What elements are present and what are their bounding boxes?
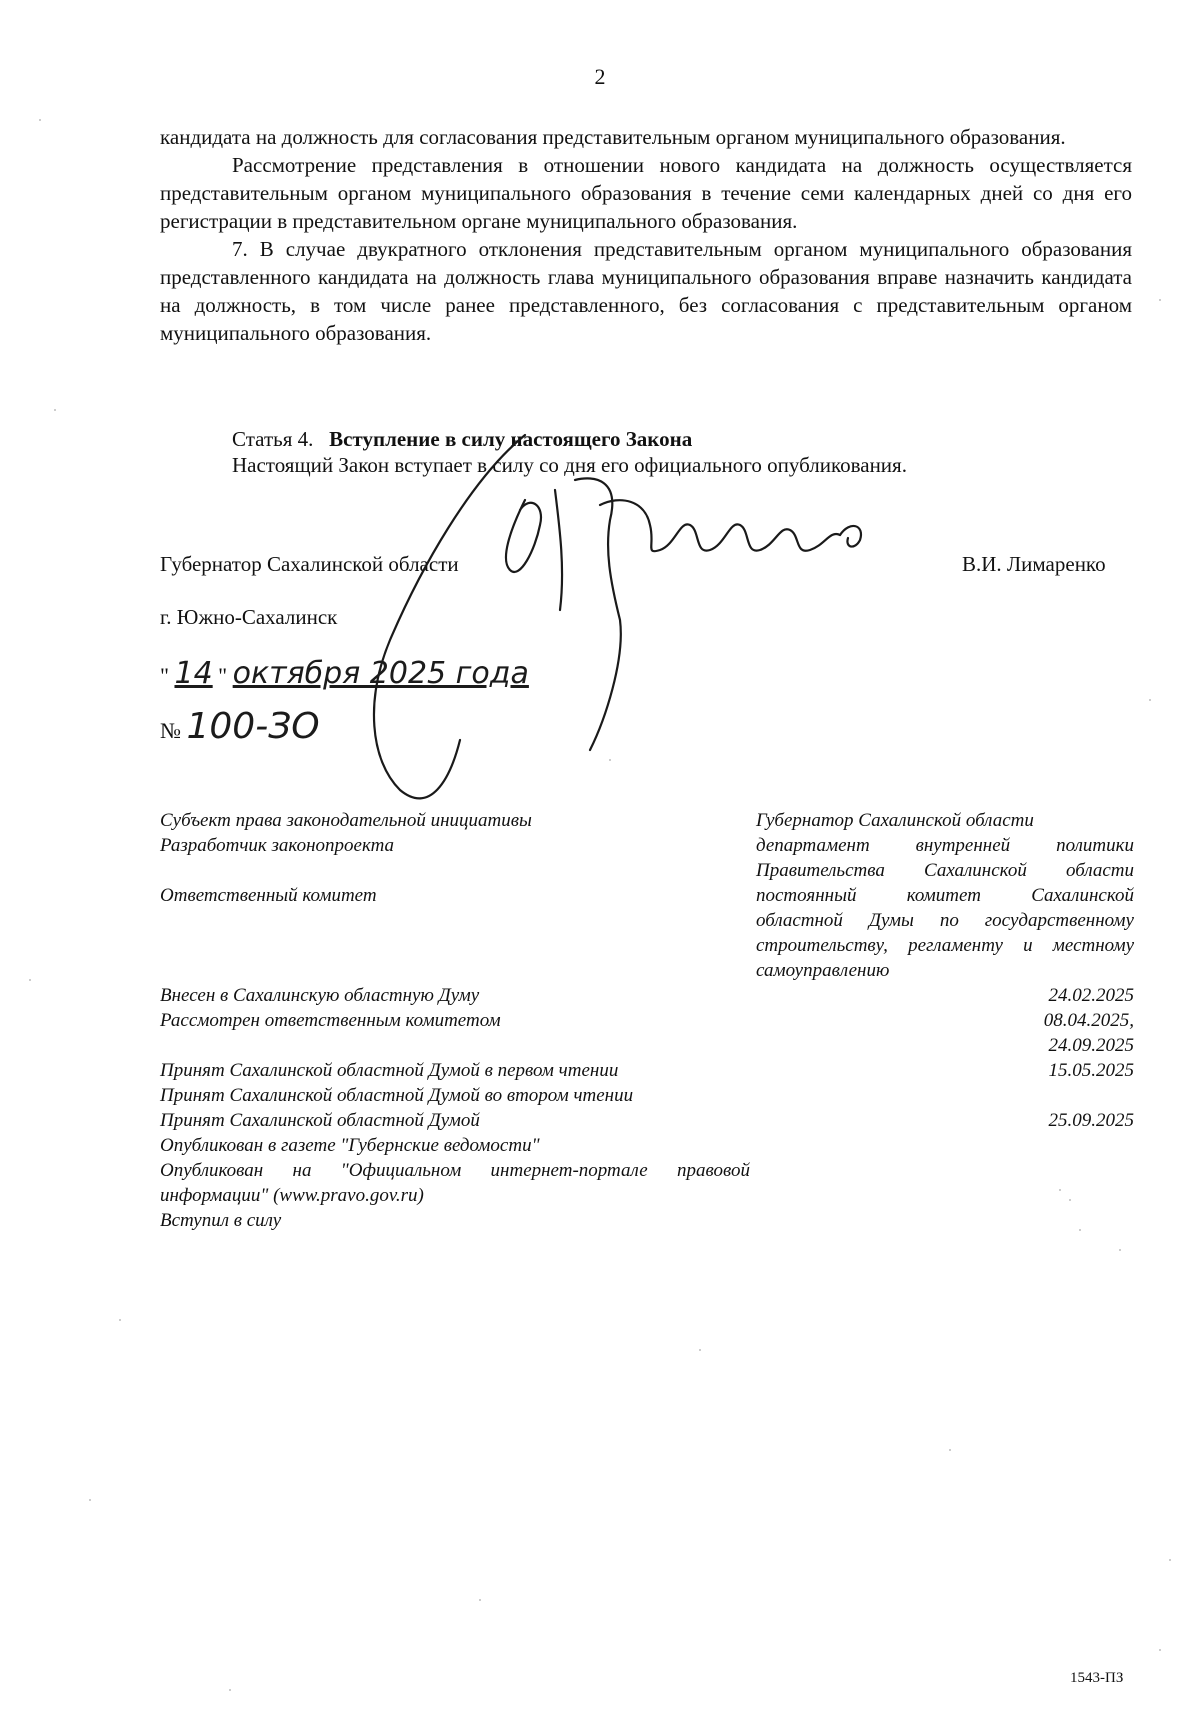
committee-label: Ответственный комитет — [160, 885, 377, 906]
submitted-date: 24.02.2025 — [1048, 985, 1134, 1006]
paragraph-continuation: кандидата на должность для согласования представительным органом муниципального образования. — [160, 125, 1066, 149]
article-title: Вступление в силу настоящего Закона — [329, 427, 693, 451]
date-month-year: октября 2025 года — [232, 656, 529, 691]
signatory-name: В.И. Лимаренко — [962, 552, 1106, 576]
second-reading-label: Принят Сахалинской областной Думой во втором чтении — [160, 1085, 634, 1106]
date-day: 14 — [174, 656, 213, 691]
developer-value: департамент внутренней политики Правительства Сахалинской области — [756, 835, 1134, 881]
reviewed-label: Рассмотрен ответственным комитетом — [160, 1010, 501, 1031]
published-portal-label: Опубликован на "Официальном интернет-портале правовой информации" (www.pravo.gov.ru) — [160, 1160, 750, 1206]
submitted-label: Внесен в Сахалинскую областную Думу — [160, 985, 480, 1006]
paragraph-item-7: 7. В случае двукратного отклонения представительным органом муниципального образования представленного кандидата на должность глава муниципального образования вправе назначить кандидата на должность, в том числе ранее представленного, без согласования с представительным органом муниципального образования. — [160, 237, 1132, 345]
first-reading-date: 15.05.2025 — [1048, 1060, 1134, 1081]
city: г. Южно-Сахалинск — [160, 605, 338, 629]
paragraph-review: Рассмотрение представления в отношении нового кандидата на должность осуществляется представительным органом муниципального образования в течение семи календарных дней со дня его регистрации в представительном органе муниципального образования. — [160, 153, 1132, 233]
in-force-label: Вступил в силу — [160, 1210, 282, 1231]
footer-code: 1543-ПЗ — [1070, 1670, 1124, 1686]
adopted-date: 25.09.2025 — [1048, 1110, 1134, 1131]
signatory-position: Губернатор Сахалинской области — [160, 552, 459, 576]
published-newspaper-label: Опубликован в газете "Губернские ведомости" — [160, 1135, 540, 1156]
date-open-quote: " — [160, 663, 169, 688]
initiative-label: Субъект права законодательной инициативы — [160, 810, 532, 831]
date-close-quote: " — [218, 663, 228, 688]
law-number — [160, 706, 320, 747]
handwritten-signature — [360, 420, 960, 840]
number-value: 100-ЗО — [186, 706, 320, 747]
article-text: Настоящий Закон вступает в силу со дня его официального опубликования. — [232, 453, 907, 477]
number-prefix: № — [160, 718, 181, 743]
reviewed-date-1: 08.04.2025, — [1043, 1010, 1134, 1031]
committee-value: постоянный комитет Сахалинской областной Думы по государственному строительству, регламенту и местному самоуправлению — [756, 885, 1134, 981]
reviewed-date-2: 24.09.2025 — [1048, 1035, 1134, 1056]
first-reading-label: Принят Сахалинской областной Думой в первом чтении — [160, 1060, 619, 1081]
page-number: 2 — [594, 64, 606, 89]
developer-label: Разработчик законопроекта — [160, 835, 395, 856]
article-label: Статья 4. — [232, 427, 314, 451]
initiative-value: Губернатор Сахалинской области — [756, 810, 1034, 831]
body-text — [160, 123, 1132, 347]
adopted-label: Принят Сахалинской областной Думой — [160, 1110, 480, 1131]
